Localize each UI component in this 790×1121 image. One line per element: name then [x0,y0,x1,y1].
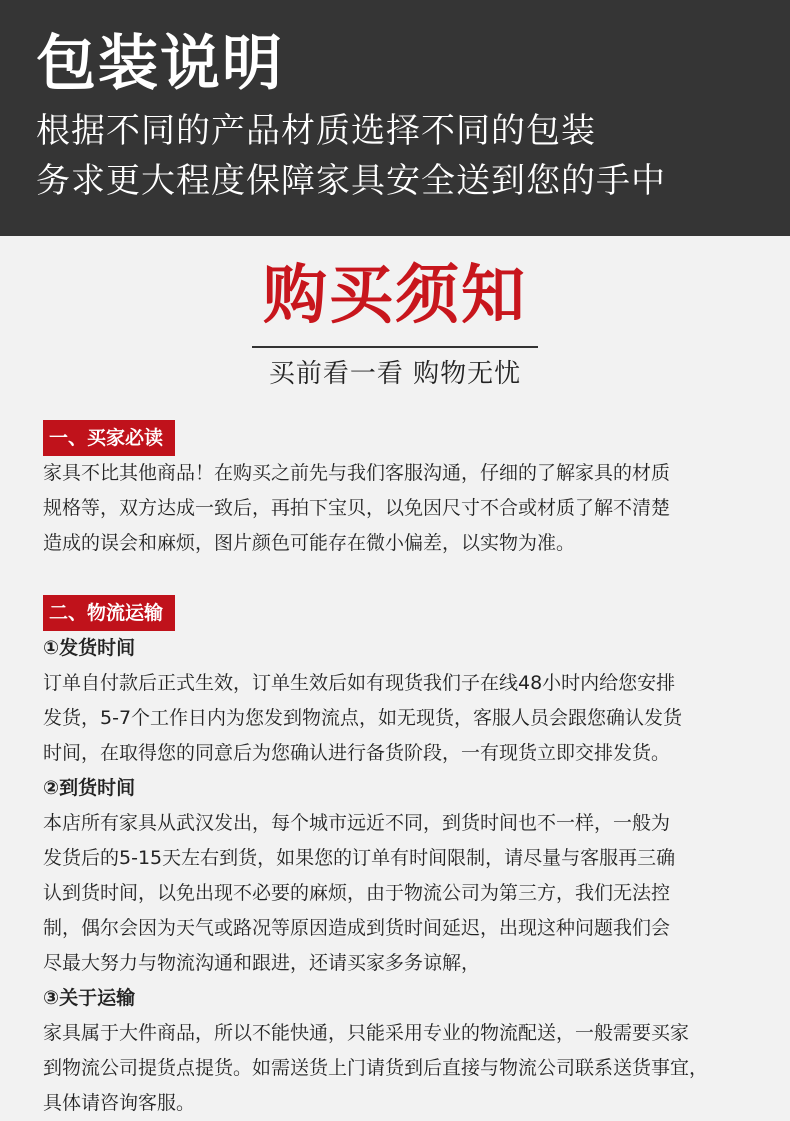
notice-title: 购买须知 [263,259,527,333]
section-logistics [0,595,790,1121]
paragraph-line: 家具属于大件商品，所以不能快通，只能采用专业的物流配送，一般需要买家 [43,1022,690,1044]
paragraph-line: 到物流公司提货点提货。如需送货上门请货到后直接与物流公司联系送货事宜， [43,1057,709,1079]
packaging-banner [0,0,790,236]
paragraph-line: 本店所有家具从武汉发出，每个城市远近不同，到货时间也不一样，一般为 [43,812,671,834]
section-tag-logistics: 二、物流运输 [43,595,175,631]
paragraph-line: 制，偶尔会因为天气或路况等原因造成到货时间延迟，出现这种问题我们会 [43,917,671,939]
notice-subtitle: 买前看一看 购物无忧 [268,359,522,389]
section-buyer-must-read [0,420,790,561]
paragraph-line: 订单自付款后正式生效，订单生效后如有现货我们子在线48小时内给您安排 [43,672,676,694]
section-tag-buyer-must-read: 一、买家必读 [43,420,175,456]
title-divider [252,346,538,348]
paragraph-line: 发货，5-7个工作日内为您发到物流点，如无现货，客服人员会跟您确认发货 [43,707,683,729]
paragraph-line: 规格等，双方达成一致后，再拍下宝贝，以免因尺寸不合或材质了解不清楚 [43,497,671,519]
paragraph-line: 家具不比其他商品！在购买之前先与我们客服沟通，仔细的了解家具的材质 [43,462,671,484]
paragraph-line: 认到货时间，以免出现不必要的麻烦，由于物流公司为第三方，我们无法控 [43,882,671,904]
banner-line-1: 根据不同的产品材质选择不同的包装 [36,111,596,151]
banner-line-2: 务求更大程度保障家具安全送到您的手中 [36,161,666,201]
paragraph-line: 具体请咨询客服。 [43,1092,196,1114]
subheading-about-transport: ③关于运输 [43,987,136,1009]
paragraph-line: 尽最大努力与物流沟通和跟进，还请买家多务谅解， [43,952,481,974]
banner-title: 包装说明 [36,29,284,99]
paragraph-line: 发货后的5-15天左右到货，如果您的订单有时间限制，请尽量与客服再三确 [43,847,676,869]
paragraph-line: 时间，在取得您的同意后为您确认进行备货阶段，一有现货立即交排发货。 [43,742,671,764]
subheading-shipping-time: ①发货时间 [43,637,136,659]
subheading-arrival-time: ②到货时间 [43,777,136,799]
paragraph-line: 造成的误会和麻烦，图片颜色可能存在微小偏差，以实物为准。 [43,532,576,554]
